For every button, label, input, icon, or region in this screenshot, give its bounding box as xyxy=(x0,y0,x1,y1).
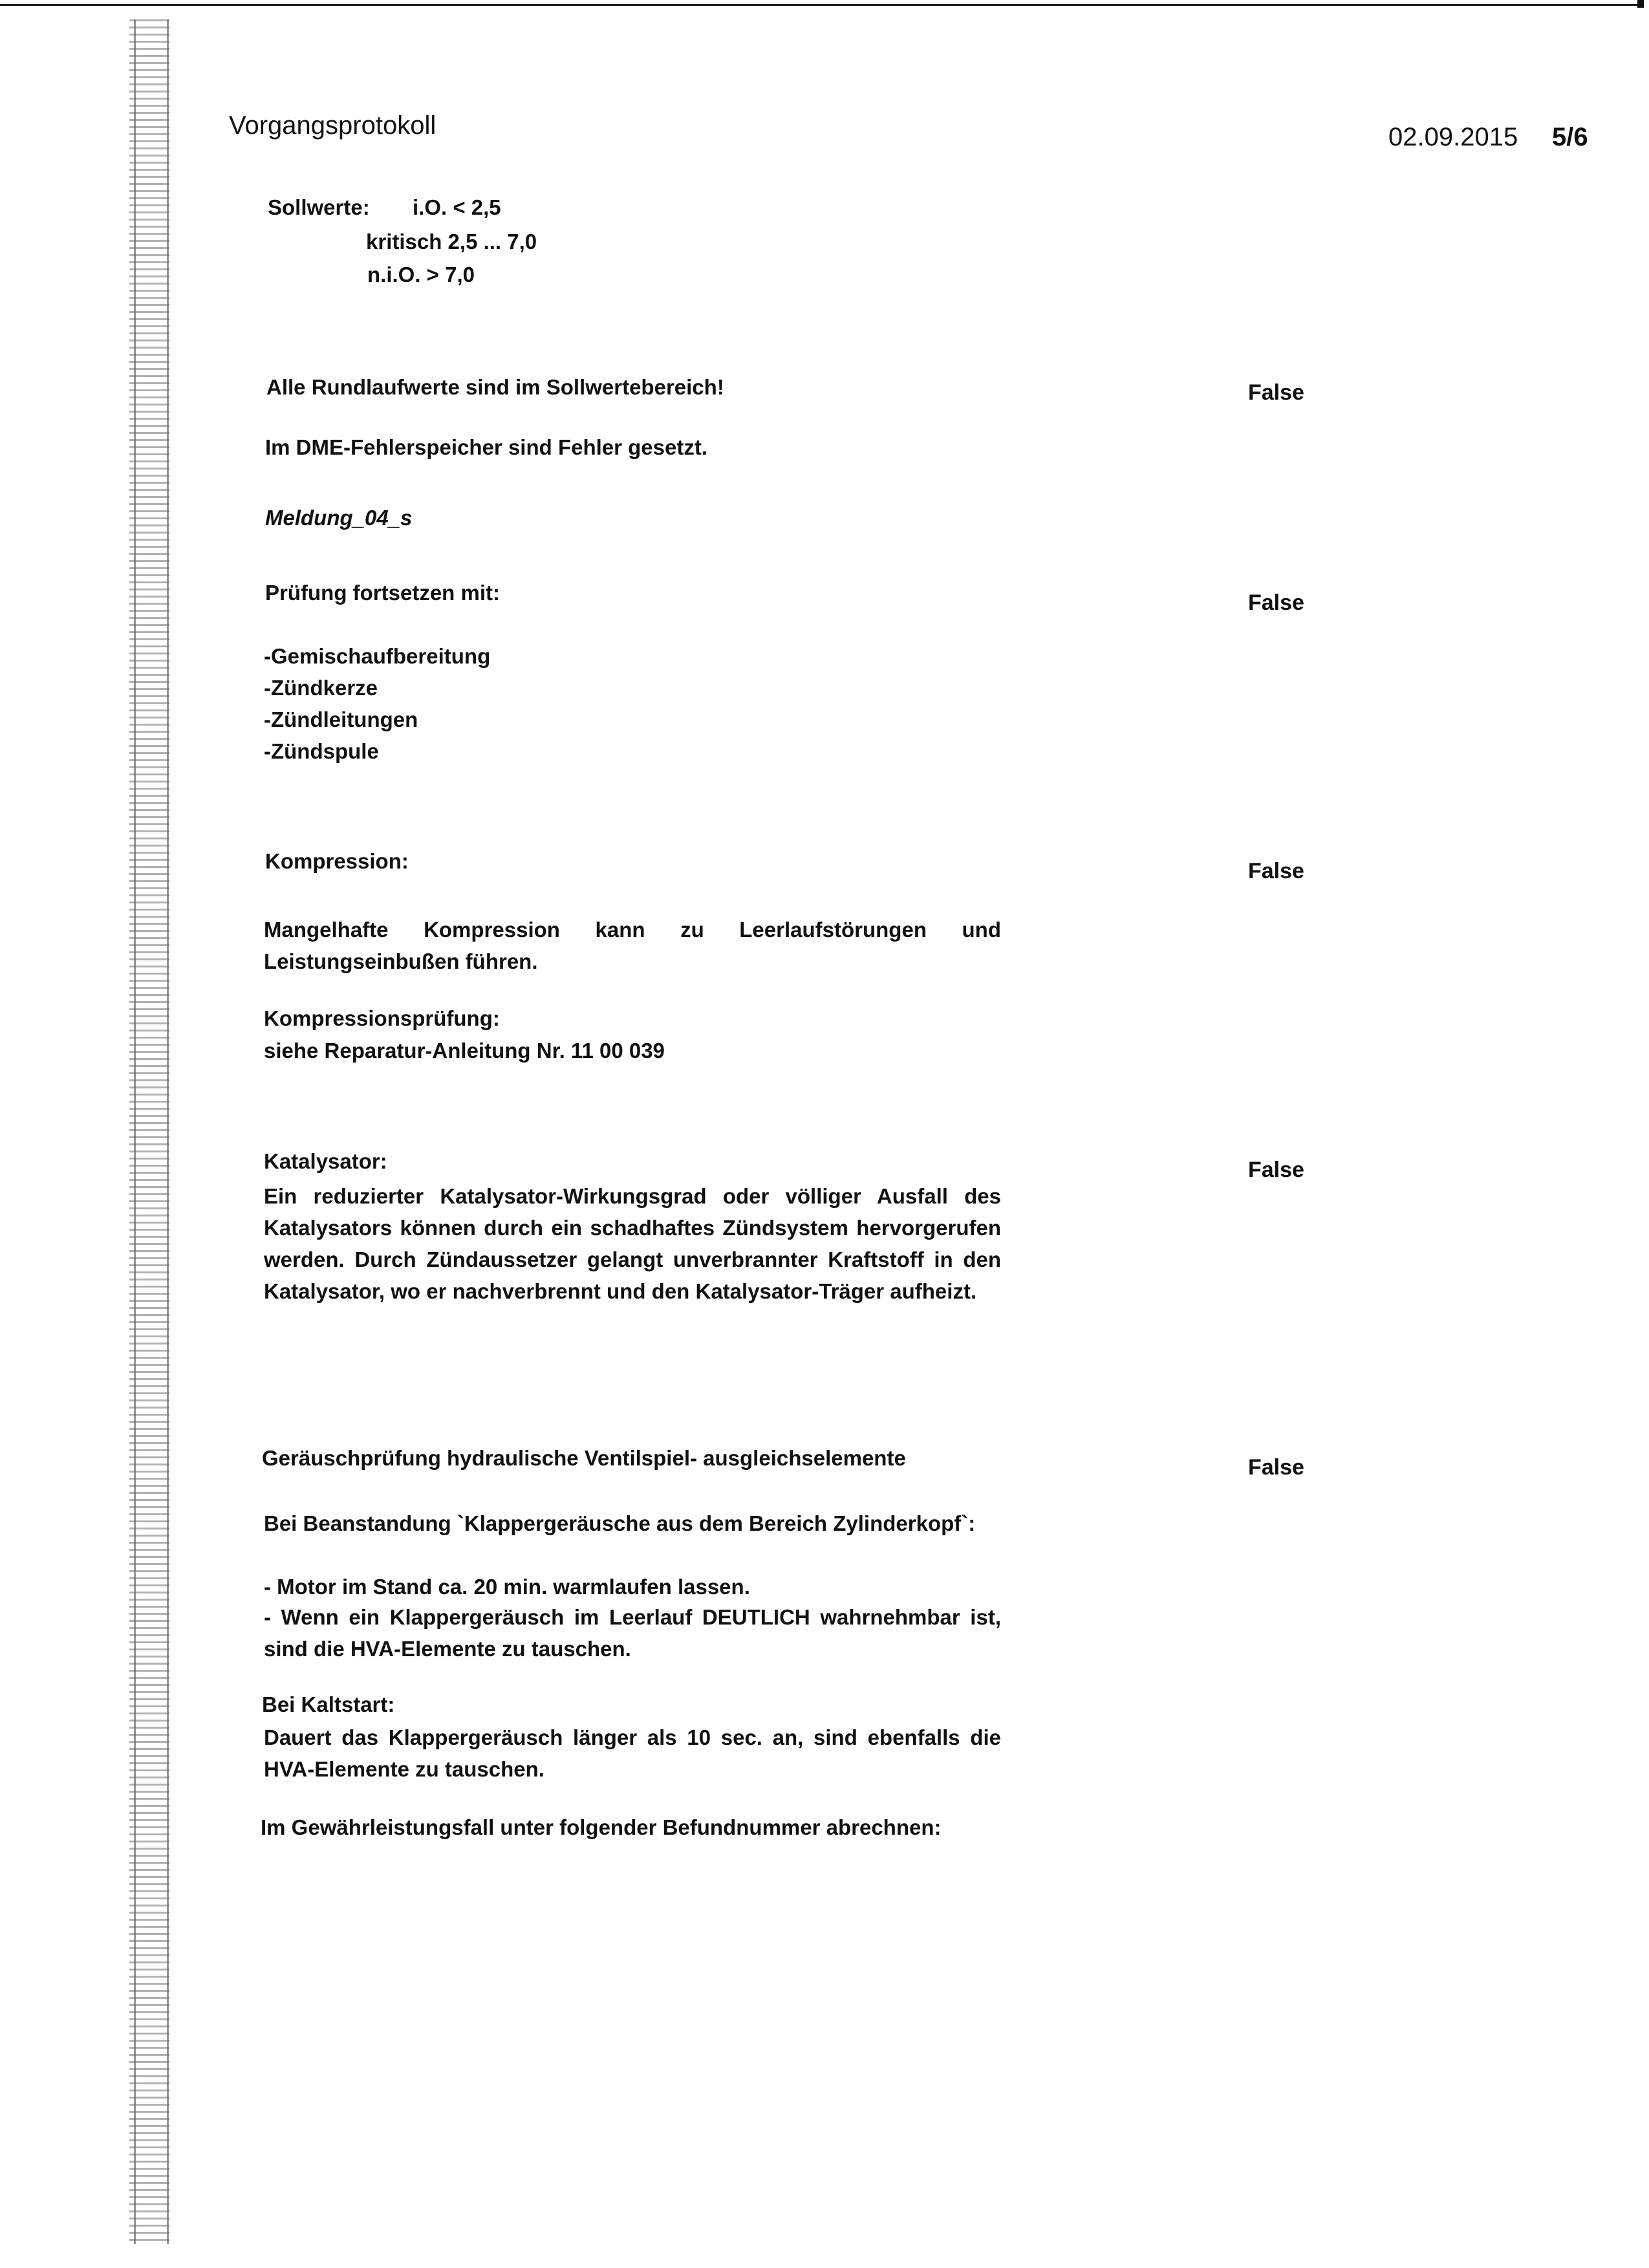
katalysator-body: Ein reduzierter Katalysator-Wirkungsgrad oder völliger Ausfall des Katalysators können durch ein schadhaftes Zündsystem hervorgerufen werden. Durch Zündaussetzer gelangt unverbrannter Kraftstoff in den Katalysator, wo er nachverbrennt und den Katalysator-Träger aufheizt. xyxy=(264,1184,1001,1303)
kompressionspruefung-body: siehe Reparatur-Anleitung Nr. 11 00 039 xyxy=(264,1039,665,1063)
rundlauf-text: Alle Rundlaufwerte sind im Sollwertebereich! xyxy=(266,375,724,399)
sollwerte-nio: n.i.O. > 7,0 xyxy=(367,263,475,286)
list-item: -Gemischaufbereitung xyxy=(264,644,491,668)
dme-text: Im DME-Fehlerspeicher sind Fehler gesetzt. xyxy=(265,435,708,459)
gewaehrleistung-text: Im Gewährleistungsfall unter folgender Befundnummer abrechnen: xyxy=(261,1815,942,1839)
dme-message: Meldung_04_s xyxy=(265,506,413,530)
scan-edge-line xyxy=(167,19,169,2244)
pruefung-list xyxy=(264,640,490,767)
geraeusch-body-line2: - Motor im Stand ca. 20 min. warmlaufen lassen. xyxy=(264,1575,750,1599)
kompression-status: False xyxy=(1248,859,1304,883)
list-item: -Zündspule xyxy=(264,739,379,763)
kompression-body: Mangelhafte Kompression kann zu Leerlaufstörungen und Leistungseinbußen führen. xyxy=(264,918,1001,973)
geraeusch-body-line3: - Wenn ein Klappergeräusch im Leerlauf DEUTLICH wahrnehmbar ist, sind die HVA-Elemente zu tauschen. xyxy=(264,1605,1001,1661)
top-rule xyxy=(0,4,1639,6)
kaltstart-body: Dauert das Klappergeräusch länger als 10 sec. an, sind ebenfalls die HVA-Elemente zu tauschen. xyxy=(264,1725,1001,1781)
scan-edge-line xyxy=(134,19,136,2244)
document-date: 02.09.2015 xyxy=(1388,123,1518,151)
sollwerte-kritisch: kritisch 2,5 ... 7,0 xyxy=(366,230,537,254)
kompression-title: Kompression: xyxy=(265,849,409,873)
pruefung-text: Prüfung fortsetzen mit: xyxy=(265,581,500,605)
page-title: Vorgangsprotokoll xyxy=(229,111,436,140)
sollwerte-io: i.O. < 2,5 xyxy=(413,195,501,219)
sollwerte-label: Sollwerte: xyxy=(268,195,370,219)
geraeusch-title: Geräuschprüfung hydraulische Ventilspiel- ausgleichselemente xyxy=(262,1446,906,1470)
kompressionspruefung-title: Kompressionsprüfung: xyxy=(264,1006,500,1030)
geraeusch-body-line1: Bei Beanstandung `Klappergeräusche aus dem Bereich Zylinderkopf`: xyxy=(264,1511,976,1535)
katalysator-status: False xyxy=(1248,1158,1304,1182)
corner-mark xyxy=(1637,0,1644,8)
katalysator-title: Katalysator: xyxy=(264,1149,387,1173)
list-item: -Zündleitungen xyxy=(264,707,418,731)
pruefung-status: False xyxy=(1248,590,1304,615)
kaltstart-title: Bei Kaltstart: xyxy=(262,1692,395,1716)
page-number: 5/6 xyxy=(1552,123,1588,151)
list-item: -Zündkerze xyxy=(264,676,378,700)
geraeusch-status: False xyxy=(1248,1455,1304,1480)
rundlauf-status: False xyxy=(1248,380,1304,405)
